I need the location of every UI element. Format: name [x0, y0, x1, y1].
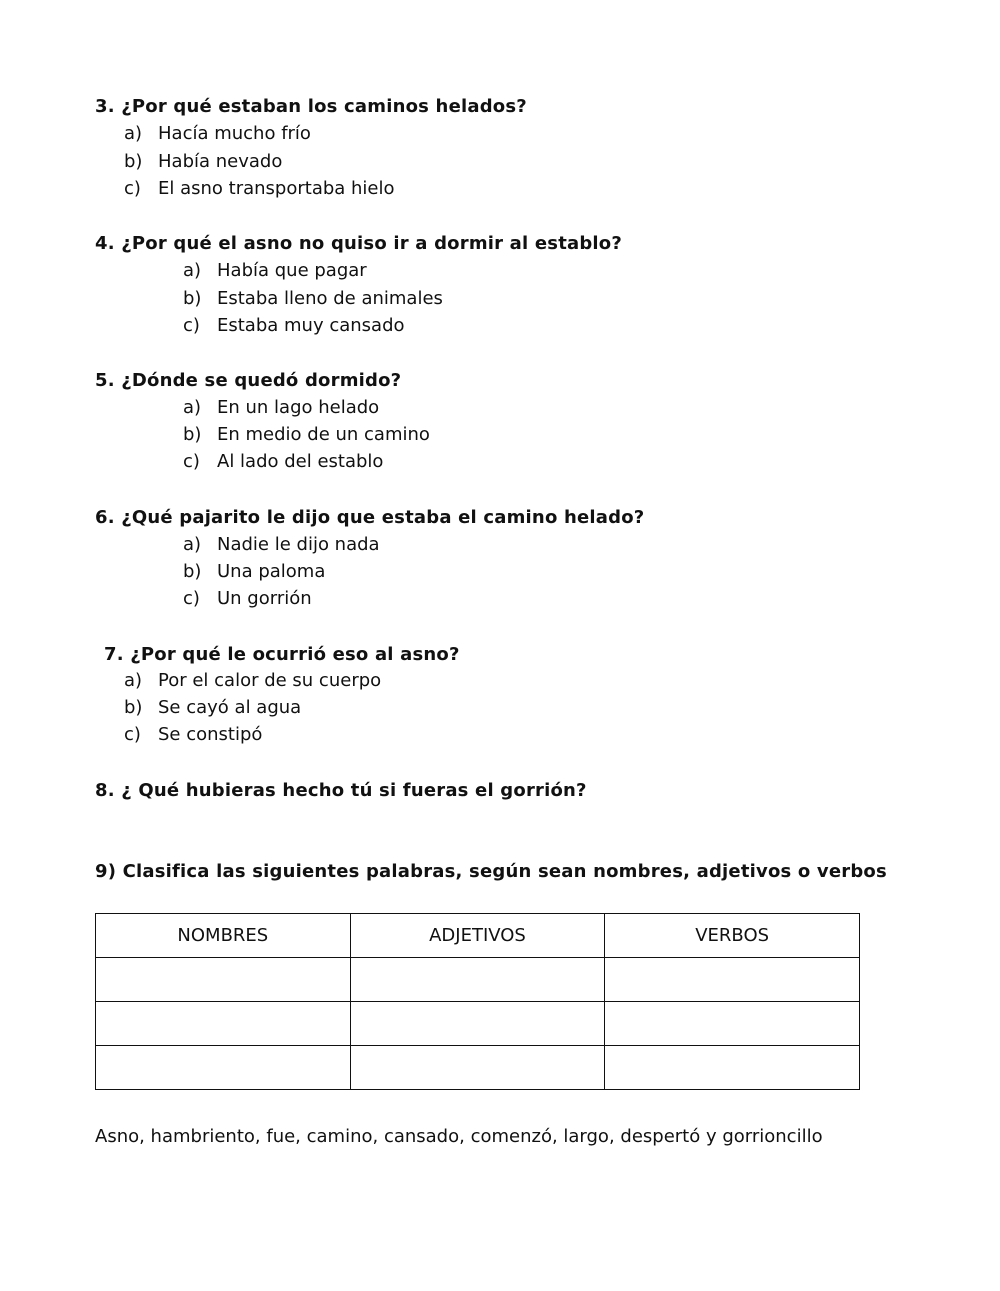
option-letter: b) [183, 424, 202, 445]
option-text: Nadie le dijo nada [217, 534, 380, 555]
option-text: En medio de un camino [217, 424, 430, 445]
option-letter: a) [183, 260, 202, 281]
option-text: Hacía mucho frío [158, 123, 311, 144]
cell-verbos[interactable] [605, 1046, 860, 1090]
option-text: Estaba lleno de animales [217, 288, 443, 309]
option-text: Un gorrión [217, 588, 312, 609]
option-letter: b) [124, 697, 143, 718]
header-nombres: NOMBRES [96, 914, 351, 958]
q7-option-c[interactable] [124, 724, 262, 746]
q6-option-b[interactable] [183, 561, 325, 583]
q5-option-a[interactable] [183, 397, 379, 419]
option-letter: c) [124, 178, 141, 199]
q4-option-b[interactable] [183, 288, 443, 310]
option-text: Había que pagar [217, 260, 367, 281]
q7-option-a[interactable] [124, 670, 381, 692]
option-text: Se cayó al agua [158, 697, 302, 718]
option-letter: a) [183, 397, 202, 418]
question-4: 4. ¿Por qué el asno no quiso ir a dormir al establo? [95, 233, 623, 254]
option-letter: c) [183, 588, 200, 609]
q5-option-b[interactable] [183, 424, 430, 446]
word-list: Asno, hambriento, fue, camino, cansado, comenzó, largo, despertó y gorrioncillo [95, 1126, 823, 1147]
cell-adjetivos[interactable] [350, 1046, 605, 1090]
table-row [96, 1002, 860, 1046]
option-text: En un lago helado [217, 397, 380, 418]
q4-option-a[interactable] [183, 260, 367, 282]
option-letter: a) [124, 670, 143, 691]
cell-nombres[interactable] [96, 1002, 351, 1046]
option-text: El asno transportaba hielo [158, 178, 395, 199]
option-text: Al lado del establo [217, 451, 384, 472]
option-letter: c) [183, 315, 200, 336]
option-text: Una paloma [217, 561, 326, 582]
option-letter: b) [183, 561, 202, 582]
option-letter: b) [183, 288, 202, 309]
cell-verbos[interactable] [605, 1002, 860, 1046]
question-8: 8. ¿ Qué hubieras hecho tú si fueras el gorrión? [95, 780, 587, 801]
q6-option-c[interactable] [183, 588, 312, 610]
cell-adjetivos[interactable] [350, 958, 605, 1002]
header-adjetivos: ADJETIVOS [350, 914, 605, 958]
table-row [96, 1046, 860, 1090]
q3-option-a[interactable] [124, 123, 311, 145]
table-header-row [96, 914, 860, 958]
option-letter: c) [124, 724, 141, 745]
cell-nombres[interactable] [96, 1046, 351, 1090]
question-6: 6. ¿Qué pajarito le dijo que estaba el camino helado? [95, 507, 645, 528]
option-text: Por el calor de su cuerpo [158, 670, 382, 691]
cell-verbos[interactable] [605, 958, 860, 1002]
question-7: 7. ¿Por qué le ocurrió eso al asno? [104, 644, 460, 665]
q7-option-b[interactable] [124, 697, 301, 719]
q3-option-b[interactable] [124, 151, 282, 173]
option-text: Había nevado [158, 151, 283, 172]
option-letter: c) [183, 451, 200, 472]
table-row [96, 958, 860, 1002]
classification-table [95, 913, 860, 1090]
option-text: Estaba muy cansado [217, 315, 405, 336]
task-9-instruction: 9) Clasifica las siguientes palabras, según sean nombres, adjetivos o verbos [95, 861, 887, 882]
q3-option-c[interactable] [124, 178, 395, 200]
option-text: Se constipó [158, 724, 263, 745]
option-letter: a) [124, 123, 143, 144]
cell-adjetivos[interactable] [350, 1002, 605, 1046]
q4-option-c[interactable] [183, 315, 405, 337]
header-verbos: VERBOS [605, 914, 860, 958]
cell-nombres[interactable] [96, 958, 351, 1002]
q5-option-c[interactable] [183, 451, 383, 473]
question-5: 5. ¿Dónde se quedó dormido? [95, 370, 402, 391]
option-letter: b) [124, 151, 143, 172]
option-letter: a) [183, 534, 202, 555]
q6-option-a[interactable] [183, 534, 380, 556]
question-3: 3. ¿Por qué estaban los caminos helados? [95, 96, 527, 117]
